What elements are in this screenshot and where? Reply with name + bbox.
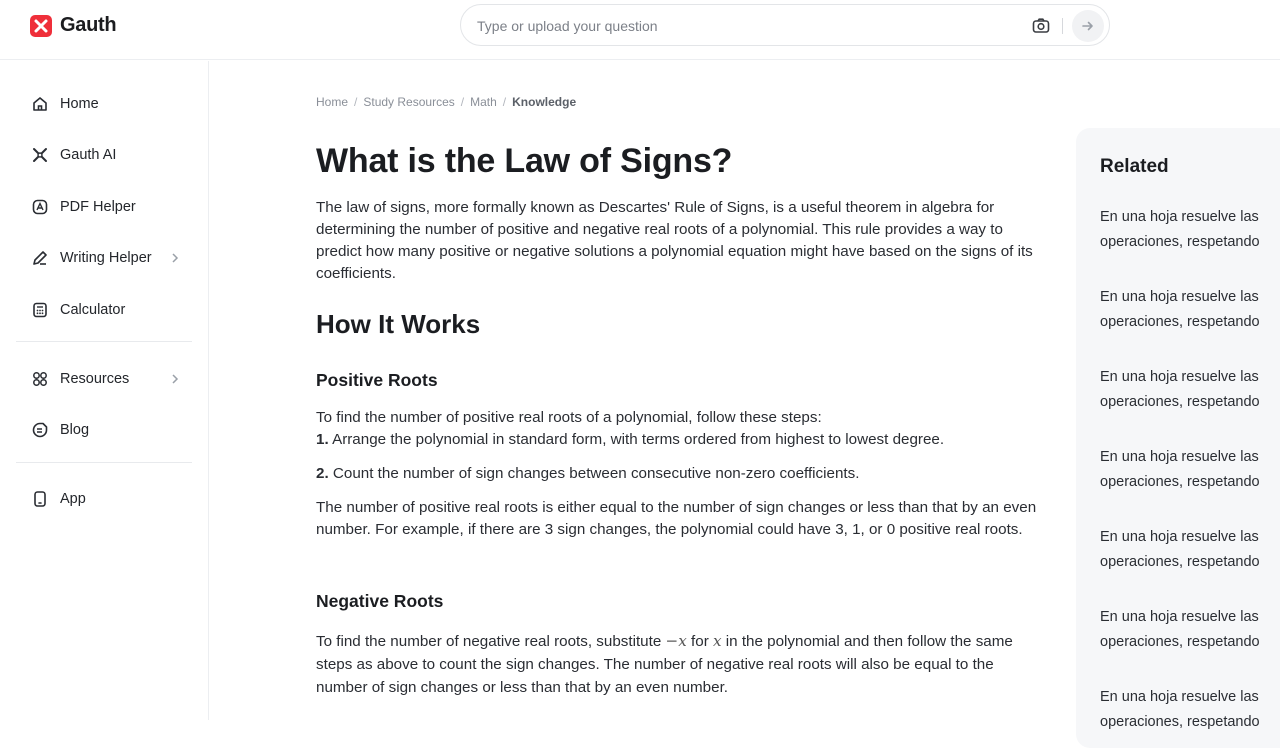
related-item[interactable] xyxy=(1100,525,1280,575)
search-divider xyxy=(1062,18,1063,34)
arrow-right-icon xyxy=(1081,19,1095,33)
brand-name: Gauth xyxy=(60,14,117,36)
breadcrumb-separator: / xyxy=(502,95,507,109)
chevron-right-icon xyxy=(170,372,180,391)
breadcrumb-current: Knowledge xyxy=(512,95,577,109)
related-item-line: operaciones, respetando xyxy=(1100,634,1260,650)
search-bar xyxy=(460,4,1110,46)
calculator-icon xyxy=(30,300,50,320)
sidebar-item-resources[interactable] xyxy=(30,367,190,391)
related-item-line: En una hoja resuelve las xyxy=(1100,449,1259,465)
home-icon xyxy=(30,94,50,114)
chevron-right-icon xyxy=(170,251,180,270)
sidebar-item-calculator[interactable] xyxy=(30,298,190,322)
gauth-ai-icon xyxy=(30,145,50,165)
positive-step-1 xyxy=(316,429,1044,451)
negative-text: for xyxy=(686,633,713,650)
sidebar-item-label: Blog xyxy=(60,422,90,438)
sidebar-item-label: PDF Helper xyxy=(60,199,136,215)
breadcrumb-study-resources[interactable]: Study Resources xyxy=(363,95,455,109)
search-input[interactable] xyxy=(477,16,1017,36)
negative-text: in the polynomial and then follow the same steps as above to count the sign changes. The number of negative real roots will also be equal to the number of sign changes or less than that by an even number. xyxy=(316,633,1013,696)
related-item-line: En una hoja resuelve las xyxy=(1100,289,1259,305)
related-item[interactable] xyxy=(1100,205,1280,255)
related-item[interactable] xyxy=(1100,445,1280,495)
sidebar-item-home[interactable] xyxy=(30,92,190,116)
negative-text: To find the number of negative real roots, substitute xyxy=(316,633,666,650)
step-number: 1. xyxy=(316,431,329,448)
sidebar-divider xyxy=(16,462,192,463)
breadcrumb-separator: / xyxy=(354,95,358,109)
related-item[interactable] xyxy=(1100,685,1280,735)
section-title: How It Works xyxy=(316,309,481,339)
step-number: 2. xyxy=(316,465,329,482)
sidebar-item-label: App xyxy=(60,491,86,507)
positive-roots-title: Positive Roots xyxy=(316,370,438,390)
step-text: Count the number of sign changes between consecutive non-zero coefficients. xyxy=(332,465,860,482)
sidebar xyxy=(0,61,209,720)
blog-icon xyxy=(30,420,50,440)
pen-icon xyxy=(30,248,50,268)
intro-paragraph: The law of signs, more formally known as Descartes' Rule of Signs, is a useful theorem in algebra for determining the number of positive and negative real roots of a polynomial. This rule provides a way to predict how many positive or negative solutions a polynomial equation might have based on the signs of its coefficients. xyxy=(316,199,1033,282)
top-bar xyxy=(0,0,1280,60)
sidebar-item-blog[interactable] xyxy=(30,418,190,442)
negative-roots-title: Negative Roots xyxy=(316,591,444,611)
sidebar-item-label: Gauth AI xyxy=(60,147,117,163)
related-item-line: operaciones, respetando xyxy=(1100,714,1260,730)
math-x: x xyxy=(712,632,722,650)
related-item-line: operaciones, respetando xyxy=(1100,394,1260,410)
related-item-line: operaciones, respetando xyxy=(1100,314,1260,330)
positive-roots-note: The number of positive real roots is either equal to the number of sign changes or less than that by an even number. For example, if there are 3 sign changes, the polynomial could have 3, 1, or 0 positive real roots. xyxy=(316,499,1037,538)
step-text: Arrange the polynomial in standard form, with terms ordered from highest to lowest degree. xyxy=(332,431,945,448)
camera-icon[interactable] xyxy=(1031,16,1051,36)
related-panel xyxy=(1076,128,1280,748)
positive-step-2 xyxy=(316,463,1044,485)
sidebar-item-app[interactable] xyxy=(30,487,190,511)
sidebar-item-writing-helper[interactable] xyxy=(30,246,190,270)
related-item-line: En una hoja resuelve las xyxy=(1100,529,1259,545)
related-item-line: En una hoja resuelve las xyxy=(1100,689,1259,705)
page-title: What is the Law of Signs? xyxy=(316,142,733,180)
logo-icon xyxy=(30,15,52,37)
sidebar-item-label: Resources xyxy=(60,371,130,387)
related-item-line: operaciones, respetando xyxy=(1100,234,1260,250)
related-title: Related xyxy=(1100,156,1169,177)
sidebar-item-label: Writing Helper xyxy=(60,250,152,266)
sidebar-divider xyxy=(16,341,192,342)
submit-button[interactable] xyxy=(1072,10,1104,42)
logo[interactable] xyxy=(30,14,116,37)
breadcrumb-home[interactable]: Home xyxy=(316,95,349,109)
math-neg-x: −x xyxy=(665,632,687,650)
related-item[interactable] xyxy=(1100,285,1280,335)
grid-icon xyxy=(30,369,50,389)
breadcrumb xyxy=(316,95,576,109)
related-item-line: En una hoja resuelve las xyxy=(1100,369,1259,385)
negative-roots-paragraph xyxy=(316,630,1044,699)
breadcrumb-separator: / xyxy=(460,95,465,109)
positive-roots-lead: To find the number of positive real roots of a polynomial, follow these steps: xyxy=(316,409,822,426)
related-item-line: operaciones, respetando xyxy=(1100,474,1260,490)
sidebar-item-label: Calculator xyxy=(60,302,126,318)
sidebar-item-pdf-helper[interactable] xyxy=(30,195,190,219)
breadcrumb-math[interactable]: Math xyxy=(470,95,497,109)
phone-icon xyxy=(30,489,50,509)
related-item[interactable] xyxy=(1100,365,1280,415)
related-item[interactable] xyxy=(1100,605,1280,655)
pdf-icon xyxy=(30,197,50,217)
related-item-line: En una hoja resuelve las xyxy=(1100,609,1259,625)
sidebar-item-gauth-ai[interactable] xyxy=(30,143,190,167)
sidebar-item-label: Home xyxy=(60,96,99,112)
related-item-line: En una hoja resuelve las xyxy=(1100,209,1259,225)
related-item-line: operaciones, respetando xyxy=(1100,554,1260,570)
